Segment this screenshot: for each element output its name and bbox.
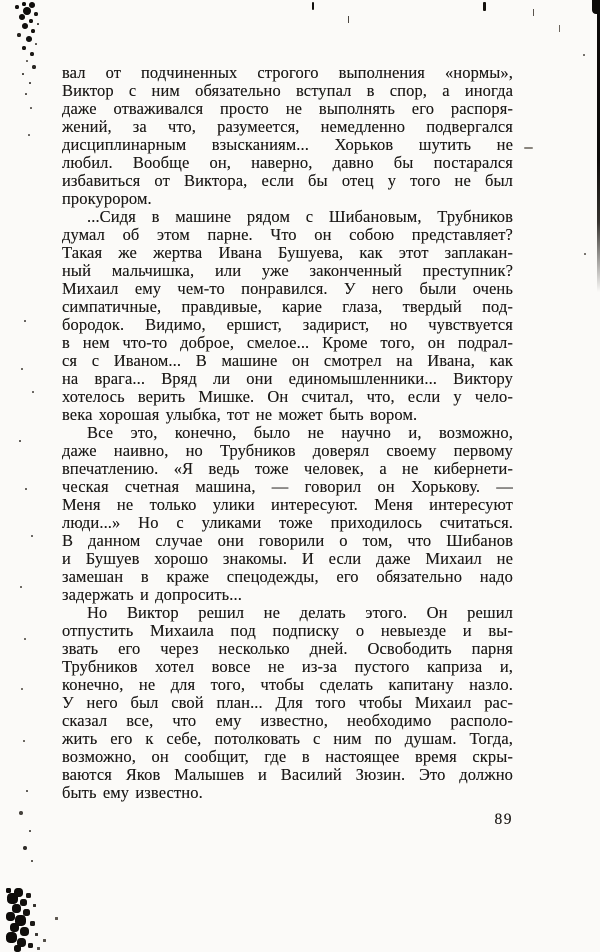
text-line: конечно, не для того, чтобы сделать капитану назло. [62, 676, 513, 694]
paragraph [62, 208, 513, 424]
text-line: сказал все, что ему известно, необходимо располо- [62, 712, 513, 730]
text-line: впечатлению. «Я ведь тоже человек, а не кибернети- [62, 460, 513, 478]
text-line: дисциплинарным взысканиям... Хорьков шутить не [62, 136, 513, 154]
text-line: жений, за что, разумеется, немедленно подвергался [62, 118, 513, 136]
text-line: прокурором. [62, 190, 152, 208]
text-line: на врага... Вряд ли они единомышленники... Виктору [62, 370, 513, 388]
text-line: быть ему известно. [62, 784, 203, 802]
scan-edge-corner-right [592, 0, 600, 14]
text-line: Михаил ему чем-то понравился. У него были очень [62, 280, 513, 298]
scan-noise-dash [524, 147, 533, 149]
paragraph [62, 64, 513, 208]
text-line: ся с Иваном... В машине он смотрел на Ивана, как [62, 352, 513, 370]
text-line: вал от подчиненных строгого выполнения «нормы», [62, 64, 513, 82]
text-line: Виктор с ним обязательно вступал в спор, а иногда [62, 82, 513, 100]
text-line: отпустить Михаила под подписку о невыезде и вы- [62, 622, 513, 640]
text-line: симпатичные, правдивые, карие глаза, твердый под- [62, 298, 513, 316]
text-line: бородок. Видимо, ершист, задирист, но чувствуется [62, 316, 513, 334]
text-line: Меня не только улики интересуют. Меня интересуют [62, 496, 513, 514]
page-text [62, 64, 513, 802]
scan-noise-top-left [22, 2, 26, 6]
text-line: замешан в краже спецодежды, его обязательно надо [62, 568, 513, 586]
text-line: В данном случае они говорили о том, что Шибанов [62, 532, 513, 550]
text-line: ный мальчишка, или уже законченный преступник? [62, 262, 513, 280]
text-line: ваются Яков Малышев и Василий Зюзин. Это должно [62, 766, 513, 784]
text-line: ческая счетная машина, — говорил он Хорькову. — [62, 478, 513, 496]
text-line: Такая же жертва Ивана Бушуева, как этот заплакан- [62, 244, 513, 262]
text-line: жить его к себе, потолковать с ним по душам. Тогда, [62, 730, 513, 748]
text-line: возможно, он сообщит, где в настоящее время скры- [62, 748, 513, 766]
text-line: люди...» Но с уликами тоже приходилось считаться. [62, 514, 513, 532]
text-line: и Бушуев хорошо знакомы. И если даже Михаил не [62, 550, 513, 568]
text-line: Но Виктор решил не делать этого. Он решил [87, 604, 513, 622]
text-line: звать его через несколько дней. Освободить парня [62, 640, 513, 658]
text-line: думал об этом парне. Что он собою представляет? [62, 226, 513, 244]
text-line: У него был свой план... Для того чтобы Михаил рас- [62, 694, 513, 712]
scan-noise-bottom-left [6, 888, 11, 893]
text-line: любил. Вообще он, наверно, давно бы постарался [62, 154, 513, 172]
text-line: Трубников хотел вовсе не из-за пустого каприза и, [62, 658, 513, 676]
paragraph [62, 604, 513, 802]
text-line: Все это, конечно, было не научно и, возможно, [87, 424, 513, 442]
scan-noise-top-tick [312, 2, 314, 10]
text-line: задержать и допросить... [62, 586, 242, 604]
scan-noise-right-margin [583, 54, 585, 56]
paragraph [62, 424, 513, 604]
text-line: ...Сидя в машине рядом с Шибановым, Трубников [87, 208, 513, 226]
text-line: избавиться от Виктора, если бы отец у того не был [62, 172, 513, 190]
text-line: века хорошая улыбка, тот не может быть вором. [62, 406, 418, 424]
page-number: 89 [494, 811, 513, 828]
text-line: даже наивно, но Трубников доверял своему первому [62, 442, 513, 460]
text-line: в нем что-то доброе, смелое... Кроме того, он подрал- [62, 334, 513, 352]
scan-noise-top-tick [483, 2, 486, 11]
scan-noise-left-margin [24, 320, 26, 322]
text-line: хотелось верить Мишке. Он считал, что, если у чело- [62, 388, 513, 406]
text-line: даже отваживался просто не выполнять его распоря- [62, 100, 513, 118]
